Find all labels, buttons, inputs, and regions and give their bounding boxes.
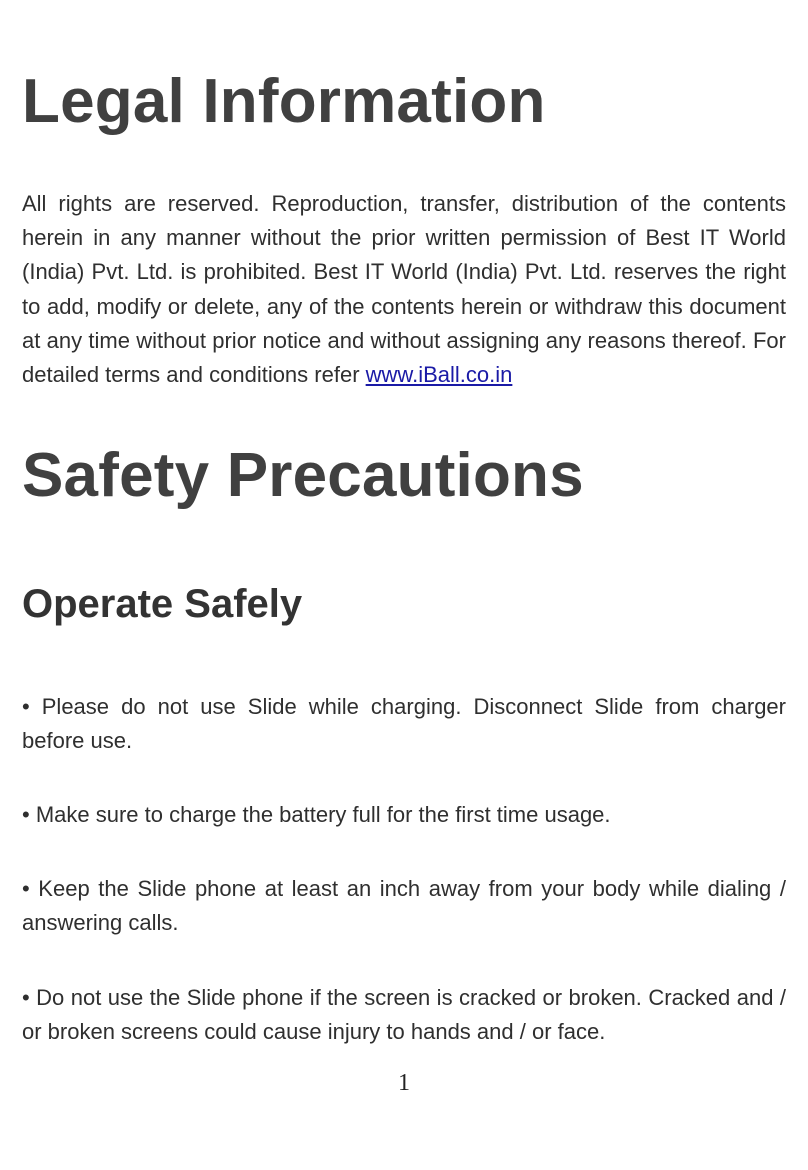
safety-bullet-distance: • Keep the Slide phone at least an inch away from your body while dialing / answering calls. [22,876,786,936]
page-number: 1 [398,1070,410,1096]
operate-safely-subheading: Operate Safely [22,582,303,626]
legal-body-text: All rights are reserved. Reproduction, transfer, distribution of the contents herein in any manner without the prior written permission of Best IT World (India) Pvt. Ltd. is prohibited. Best IT World (India) Pvt. Ltd. reserves the right to add, modify or delete, any of the contents herein or withdraw this document at any time without prior notice and without assigning any reasons thereof. For detailed terms and conditions refer [22,191,786,388]
safety-bullet-battery: • Make sure to charge the battery full for the first time usage. [22,802,611,827]
safety-bullet-charging: • Please do not use Slide while charging. Disconnect Slide from charger before use. [22,694,786,754]
legal-information-heading: Legal Information [22,67,546,136]
iball-website-link[interactable]: www.iBall.co.in [365,362,513,388]
safety-precautions-heading: Safety Precautions [22,441,584,510]
legal-body-paragraph [22,187,786,392]
safety-bullet-cracked-screen: • Do not use the Slide phone if the screen is cracked or broken. Cracked and / or broken screens could cause injury to hands and / or face. [22,985,786,1045]
